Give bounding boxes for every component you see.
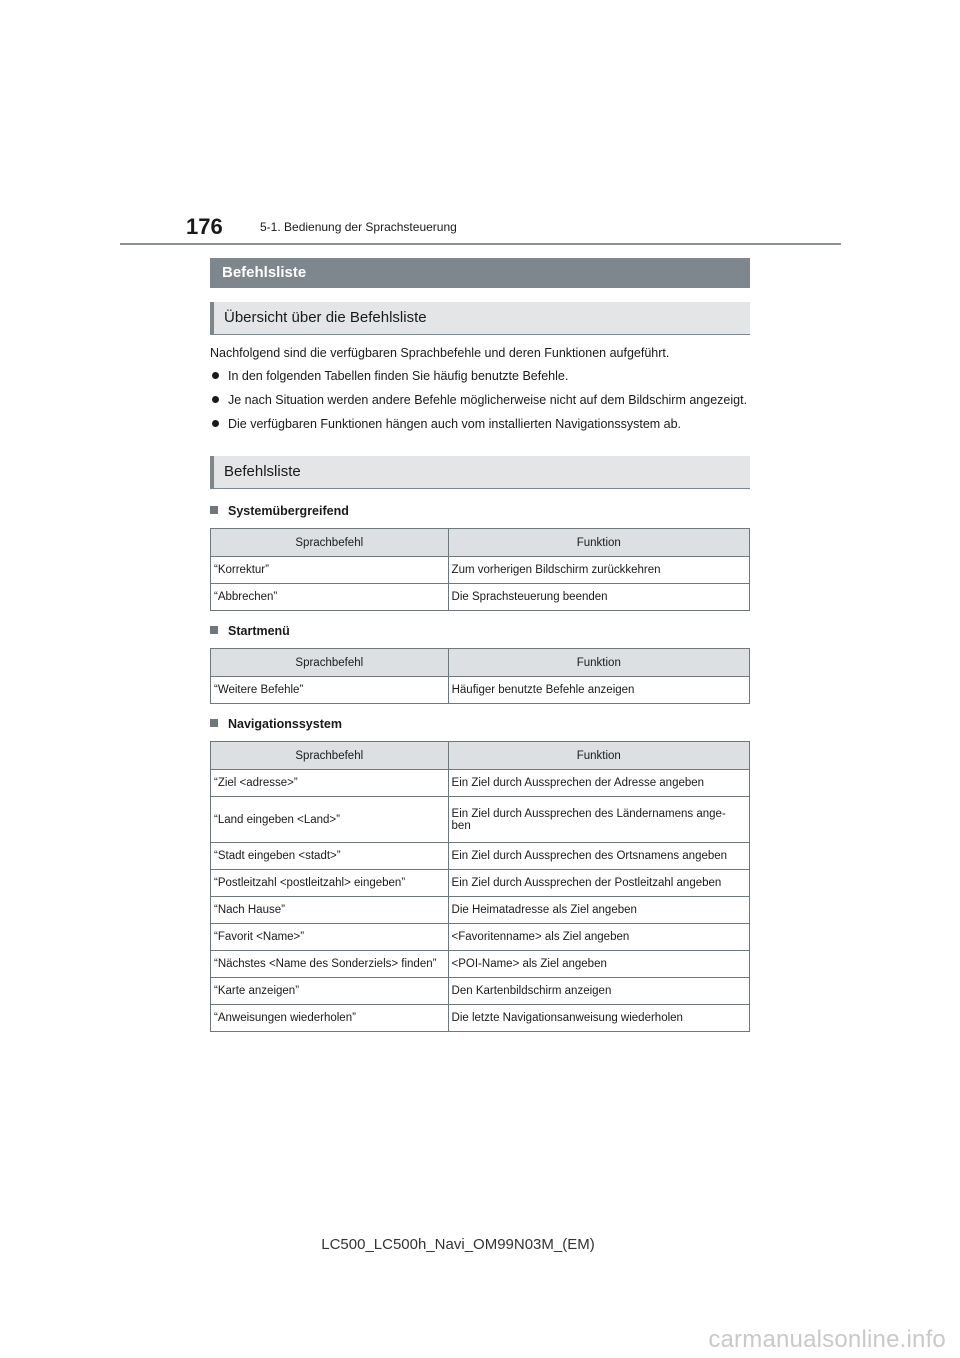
function-cell: <Favoritenname> als Ziel angeben xyxy=(448,924,749,951)
function-cell: Zum vorherigen Bildschirm zurückkehren xyxy=(448,557,749,584)
column-header: Sprachbefehl xyxy=(211,529,449,557)
list-item: Je nach Situation werden andere Befehle möglicherweise nicht auf dem Bildschirm angezeigt. xyxy=(210,390,750,410)
square-bullet-icon xyxy=(210,719,218,727)
function-cell: <POI-Name> als Ziel angeben xyxy=(448,951,749,978)
list-item: In den folgenden Tabellen finden Sie häufig benutzte Befehle. xyxy=(210,366,750,386)
function-cell: Häufiger benutzte Befehle anzeigen xyxy=(448,677,749,704)
table-system xyxy=(210,528,750,611)
command-cell: “Weitere Befehle” xyxy=(211,677,449,704)
table-start-menu xyxy=(210,648,750,704)
bullet-icon xyxy=(212,420,219,427)
command-cell: “Korrektur” xyxy=(211,557,449,584)
function-cell: Den Kartenbildschirm anzeigen xyxy=(448,978,749,1005)
table-row xyxy=(211,924,750,951)
table-row xyxy=(211,843,750,870)
overview-heading: Übersicht über die Befehlsliste xyxy=(210,302,750,335)
table-row xyxy=(211,897,750,924)
table-row xyxy=(211,797,750,843)
group-heading-system: Systemübergreifend xyxy=(210,502,750,520)
table-row xyxy=(211,584,750,611)
page-content xyxy=(210,258,750,1032)
group-heading-start-menu: Startmenü xyxy=(210,622,750,640)
function-cell: Die Sprachsteuerung beenden xyxy=(448,584,749,611)
page-number: 176 xyxy=(186,214,223,239)
command-list-heading: Befehlsliste xyxy=(210,456,750,489)
page-header xyxy=(0,0,960,250)
table-row xyxy=(211,770,750,797)
command-cell: “Karte anzeigen” xyxy=(211,978,449,1005)
table-row xyxy=(211,677,750,704)
command-cell: “Ziel <adresse>” xyxy=(211,770,449,797)
function-cell: Ein Ziel durch Aussprechen des Ortsnamens angeben xyxy=(448,843,749,870)
command-cell: “Nach Hause” xyxy=(211,897,449,924)
command-cell: “Postleitzahl <postleitzahl> eingeben” xyxy=(211,870,449,897)
function-cell: Ein Ziel durch Aussprechen der Adresse angeben xyxy=(448,770,749,797)
function-cell: Ein Ziel durch Aussprechen der Postleitzahl angeben xyxy=(448,870,749,897)
table-navigation xyxy=(210,741,750,1032)
command-cell: “Anweisungen wiederholen” xyxy=(211,1005,449,1032)
header-divider xyxy=(120,243,841,245)
table-row xyxy=(211,870,750,897)
square-bullet-icon xyxy=(210,506,218,514)
page-footer xyxy=(0,1236,960,1253)
function-cell: Die letzte Navigationsanweisung wiederholen xyxy=(448,1005,749,1032)
function-cell: Ein Ziel durch Aussprechen des Ländernamens ange- ben xyxy=(448,797,749,843)
table-header-row xyxy=(211,742,750,770)
function-cell: Die Heimatadresse als Ziel angeben xyxy=(448,897,749,924)
watermark: carmanualsonline.info xyxy=(708,1326,946,1353)
manual-id: LC500_LC500h_Navi_OM99N03M_(EM) xyxy=(321,1236,595,1253)
bullet-list xyxy=(210,366,750,434)
command-cell: “Abbrechen” xyxy=(211,584,449,611)
table-header-row xyxy=(211,529,750,557)
intro-text: Nachfolgend sind die verfügbaren Sprachbefehle und deren Funktionen aufgeführt. xyxy=(210,346,670,360)
command-cell: “Stadt eingeben <stadt>” xyxy=(211,843,449,870)
main-banner: Befehlsliste xyxy=(210,258,750,288)
list-item: Die verfügbaren Funktionen hängen auch vom installierten Navigationssystem ab. xyxy=(210,414,750,434)
column-header: Funktion xyxy=(448,529,749,557)
command-cell: “Favorit <Name>” xyxy=(211,924,449,951)
column-header: Funktion xyxy=(448,649,749,677)
command-cell: “Land eingeben <Land>” xyxy=(211,797,449,843)
square-bullet-icon xyxy=(210,626,218,634)
table-header-row xyxy=(211,649,750,677)
group-heading-navigation: Navigationssystem xyxy=(210,715,750,733)
section-title: 5-1. Bedienung der Sprachsteuerung xyxy=(260,220,457,234)
table-row xyxy=(211,557,750,584)
bullet-icon xyxy=(212,396,219,403)
column-header: Sprachbefehl xyxy=(211,649,449,677)
bullet-icon xyxy=(212,372,219,379)
column-header: Funktion xyxy=(448,742,749,770)
table-row xyxy=(211,978,750,1005)
command-cell: “Nächstes <Name des Sonderziels> finden” xyxy=(211,951,449,978)
column-header: Sprachbefehl xyxy=(211,742,449,770)
table-row xyxy=(211,951,750,978)
table-row xyxy=(211,1005,750,1032)
